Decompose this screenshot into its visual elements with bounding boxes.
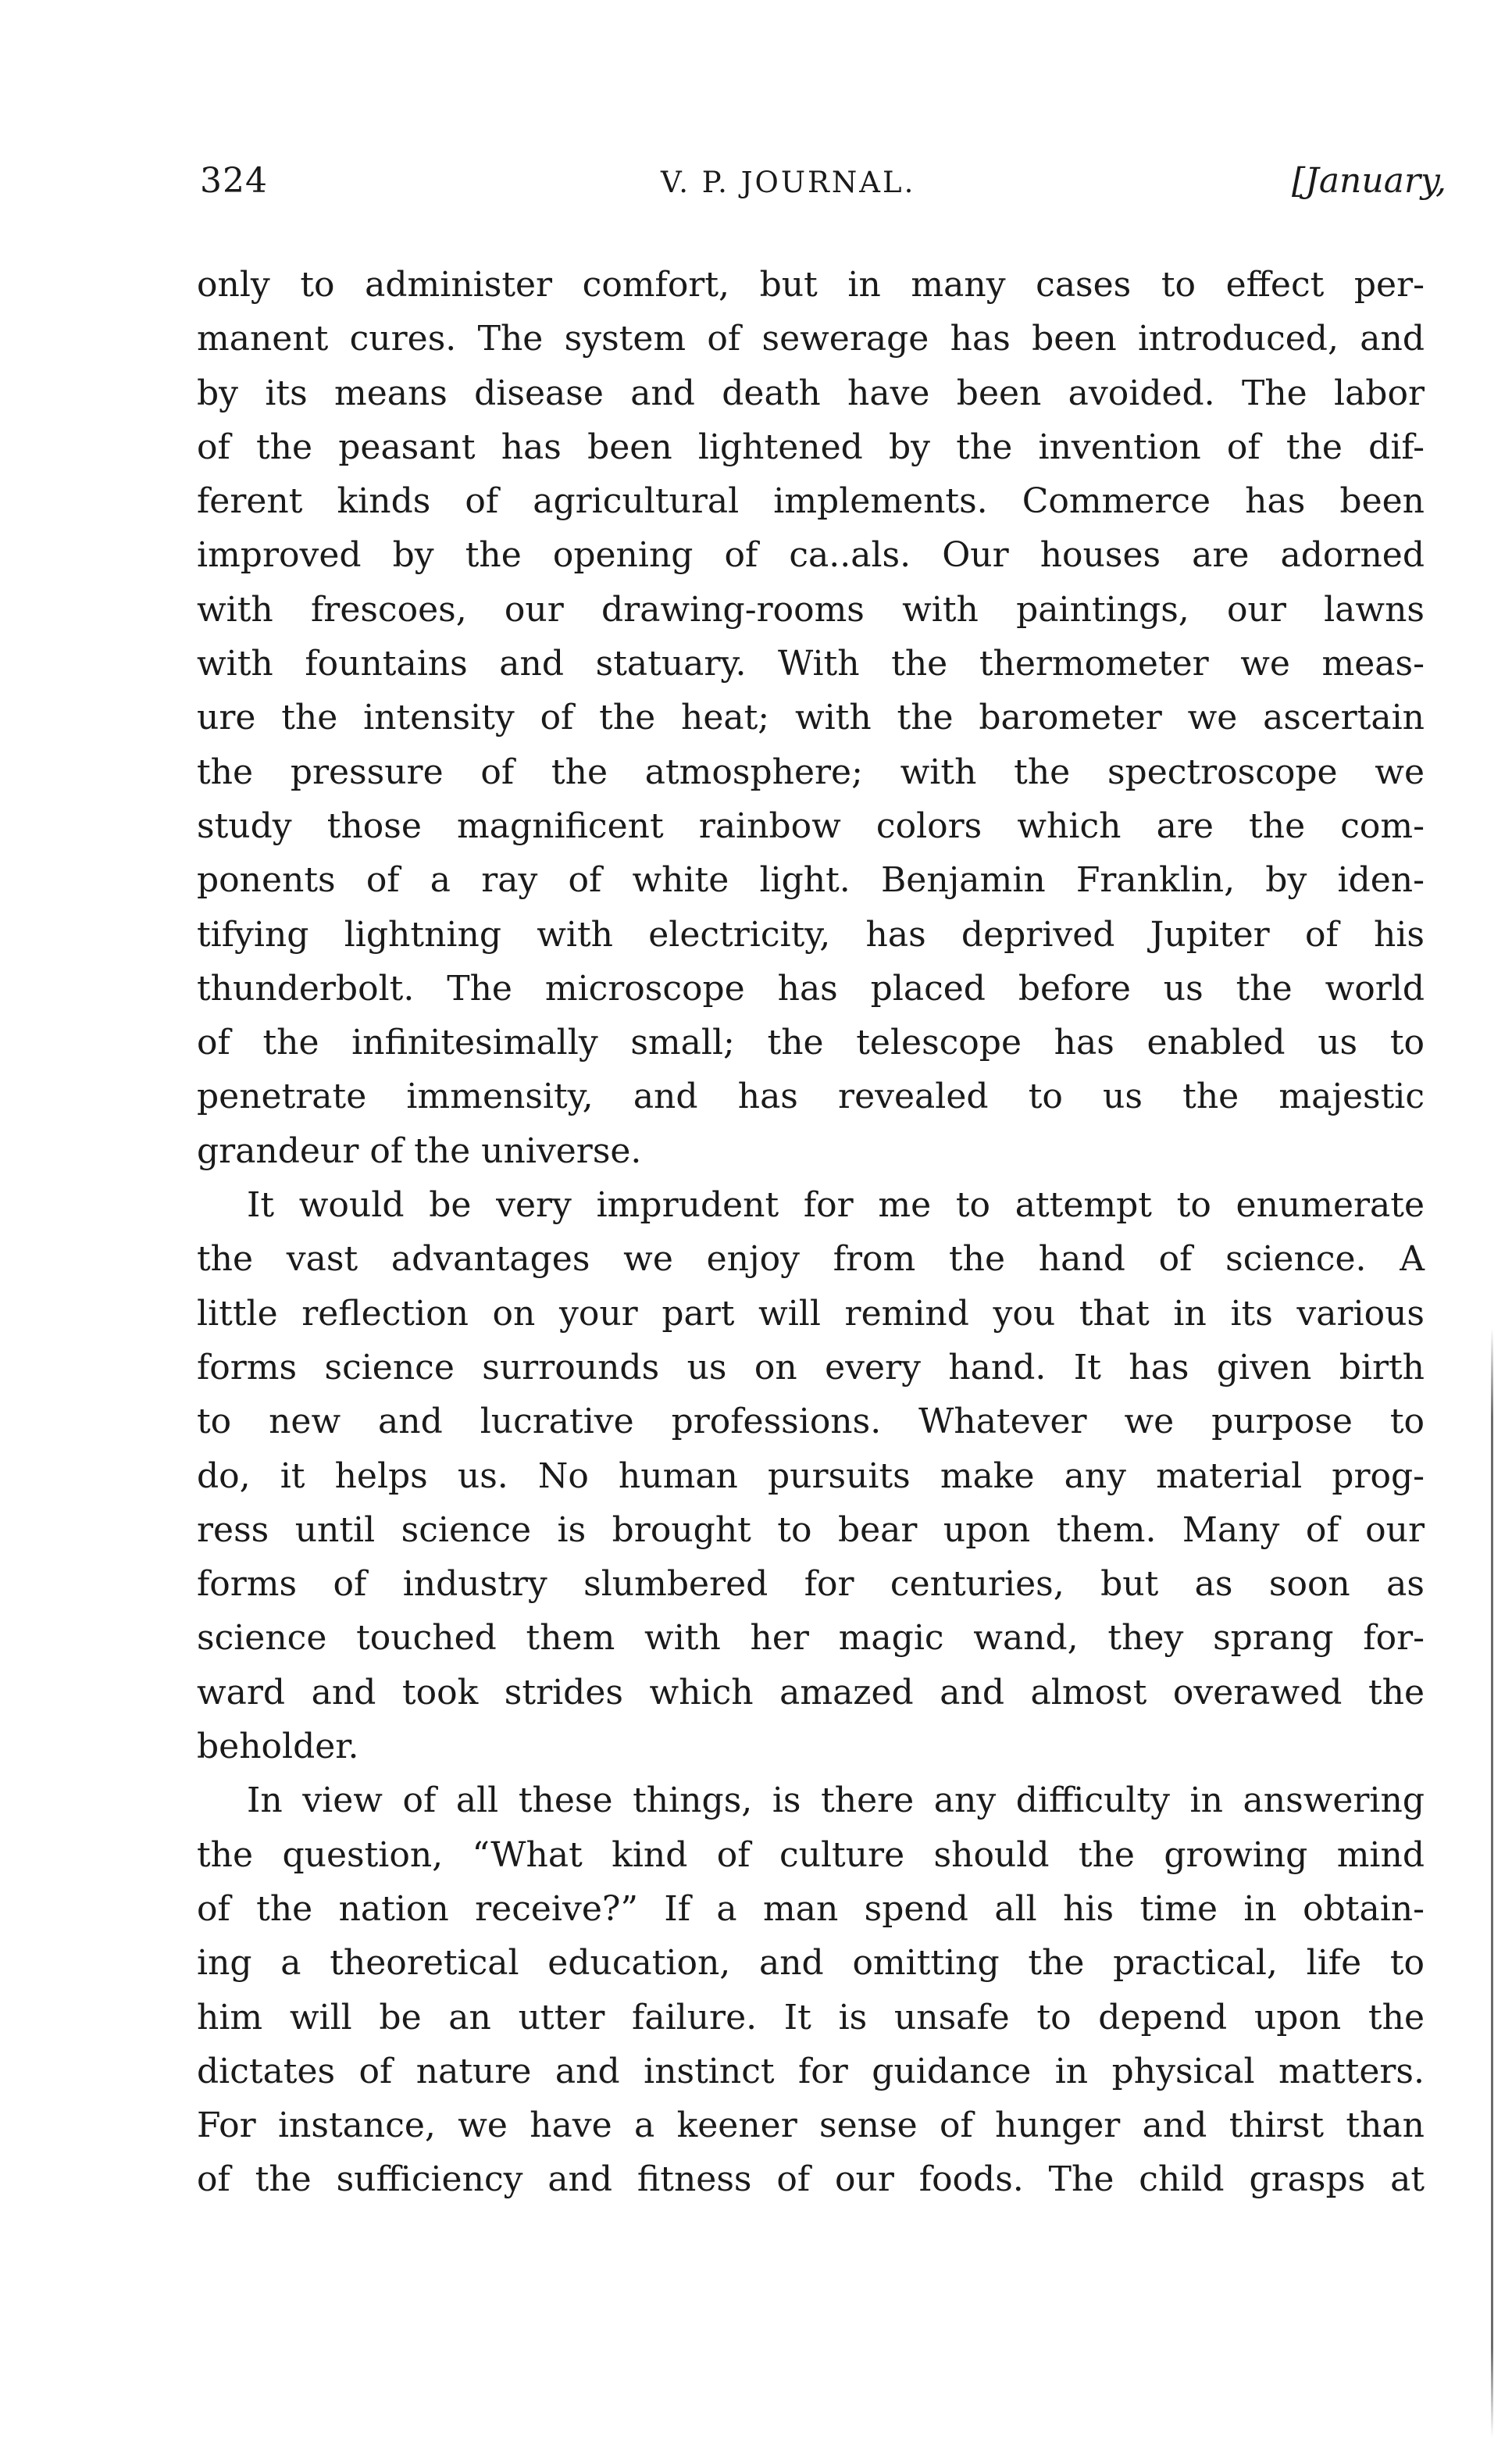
text-line: by its means disease and death have been avoided. The labor xyxy=(197,373,1425,413)
running-header xyxy=(200,161,1446,208)
running-month: [January, xyxy=(1292,161,1446,201)
paragraph-2 xyxy=(197,1178,1425,1773)
text-line: beholder. xyxy=(197,1727,359,1767)
text-line: It would be very imprudent for me to attempt to enumerate xyxy=(247,1185,1425,1226)
text-line: science touched them with her magic wand, they sprang for- xyxy=(197,1618,1425,1659)
paragraph-3 xyxy=(197,1773,1425,2206)
text-line: of the infinitesimally small; the telescope has enabled us to xyxy=(197,1023,1425,1063)
text-line: forms science surrounds us on every hand. It has given birth xyxy=(197,1347,1425,1388)
text-line: dictates of nature and instinct for guidance in physical matters. xyxy=(197,2051,1425,2091)
text-line: ure the intensity of the heat; with the barometer we ascertain xyxy=(197,698,1425,738)
text-line: ward and took strides which amazed and almost overawed the xyxy=(197,1672,1425,1712)
text-line: manent cures. The system of sewerage has been introduced, and xyxy=(197,319,1425,359)
text-line: For instance, we have a keener sense of hunger and thirst than xyxy=(197,2105,1425,2146)
text-line: the question, “What kind of culture should the growing mind xyxy=(197,1834,1425,1875)
text-line: to new and lucrative professions. Whatever we purpose to xyxy=(197,1402,1425,1442)
text-line: him will be an utter failure. It is unsafe to depend upon the xyxy=(197,1997,1425,2038)
text-line: In view of all these things, is there any difficulty in answering xyxy=(247,1780,1425,1821)
text-line: improved by the opening of ca..als. Our houses are adorned xyxy=(197,535,1425,576)
text-line: do, it helps us. No human pursuits make any material prog- xyxy=(197,1455,1425,1496)
text-line: forms of industry slumbered for centuries, but as soon as xyxy=(197,1564,1425,1605)
text-line: ress until science is brought to bear upon them. Many of our xyxy=(197,1509,1425,1550)
text-line: ing a theoretical education, and omitting the practical, life to xyxy=(197,1943,1425,1984)
text-line: with frescoes, our drawing-rooms with paintings, our lawns xyxy=(197,589,1425,630)
text-line: study those magnificent rainbow colors which are the com- xyxy=(197,805,1425,846)
text-line: penetrate immensity, and has revealed to us the majestic xyxy=(197,1077,1425,1117)
running-title: V. P. JOURNAL. xyxy=(661,166,916,199)
paragraph-1 xyxy=(197,258,1425,1178)
text-line: grandeur of the universe. xyxy=(197,1130,642,1171)
page-number: 324 xyxy=(200,161,268,201)
scan-edge-mark xyxy=(1491,1328,1493,2438)
text-line: the pressure of the atmosphere; with the spectroscope we xyxy=(197,752,1425,792)
body-text xyxy=(197,258,1425,2207)
text-line: thunderbolt. The microscope has placed before us the world xyxy=(197,968,1425,1009)
text-line: little reflection on your part will remind you that in its various xyxy=(197,1293,1425,1334)
text-line: ferent kinds of agricultural implements. Commerce has been xyxy=(197,481,1425,522)
text-line: of the nation receive?” If a man spend all his time in obtain- xyxy=(197,1888,1425,1929)
text-line: with fountains and statuary. With the thermometer we meas- xyxy=(197,644,1425,684)
text-line: ponents of a ray of white light. Benjamin Franklin, by iden- xyxy=(197,860,1425,901)
text-line: the vast advantages we enjoy from the hand of science. A xyxy=(197,1239,1425,1280)
text-line: only to administer comfort, but in many cases to effect per- xyxy=(197,265,1425,305)
text-line: of the sufficiency and fitness of our foods. The child grasps at xyxy=(197,2159,1425,2200)
text-line: tifying lightning with electricity, has deprived Jupiter of his xyxy=(197,914,1425,955)
text-line: of the peasant has been lightened by the invention of the dif- xyxy=(197,427,1425,467)
